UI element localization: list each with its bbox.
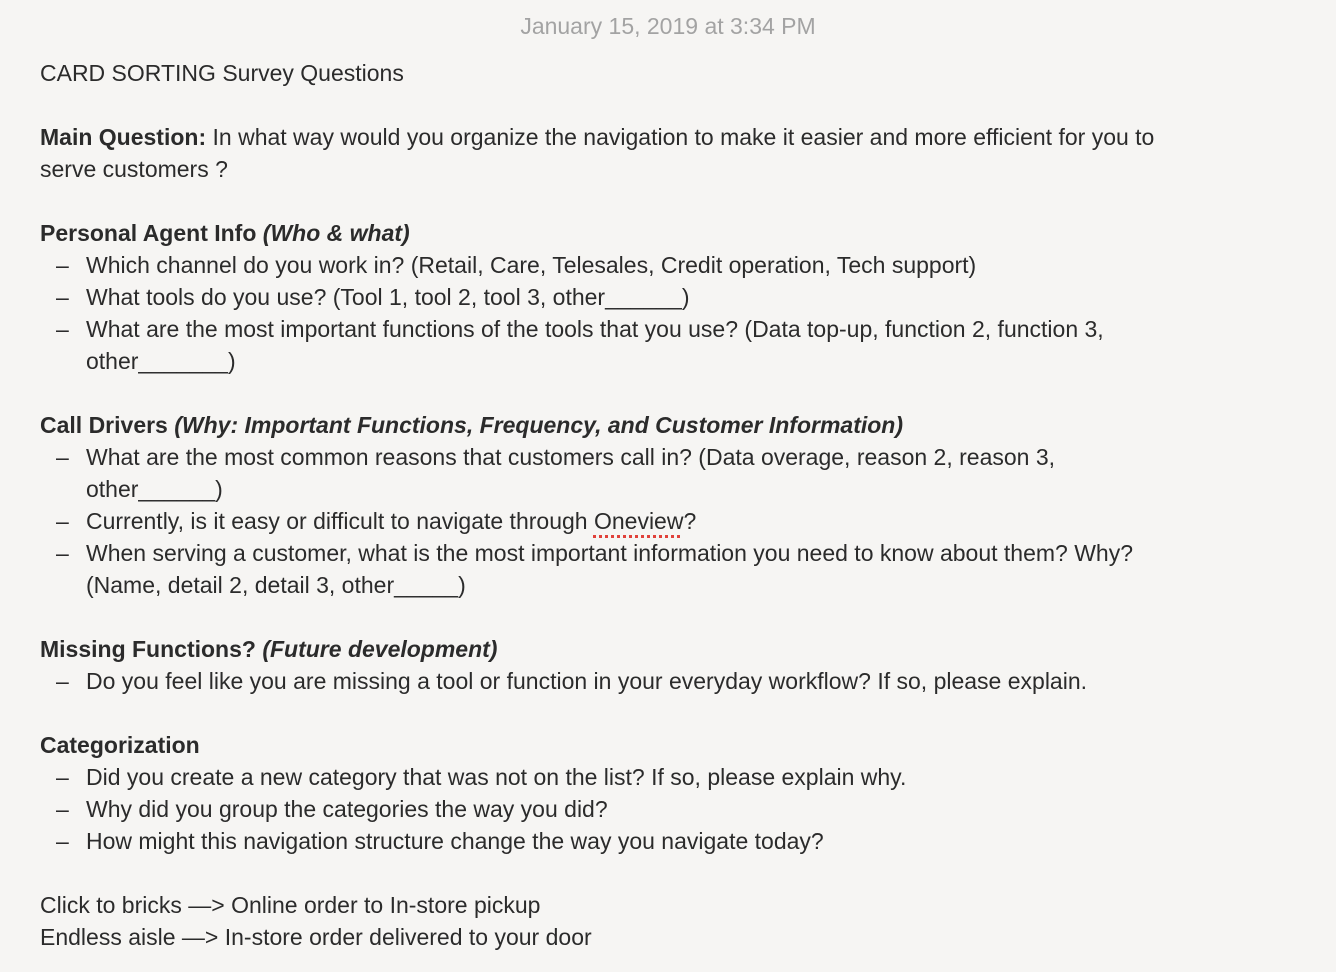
section-heading-personal-agent-info — [40, 217, 1330, 249]
list-item-text: What tools do you use? (Tool 1, tool 2, tool 3, other______) — [86, 284, 690, 310]
dash-bullet-icon: – — [56, 508, 69, 534]
heading-text: Personal Agent Info — [40, 220, 257, 246]
main-question — [40, 121, 1330, 153]
dash-bullet-icon: – — [56, 444, 69, 470]
list-item-text: What are the most common reasons that customers call in? (Data overage, reason 2, reason 3, — [86, 444, 1056, 470]
dash-bullet-icon: – — [56, 316, 69, 342]
list-item — [40, 313, 1330, 345]
list-item-text: Currently, is it easy or difficult to navigate through — [86, 508, 594, 534]
list-item — [40, 665, 1330, 697]
heading-text: Call Drivers — [40, 412, 168, 438]
list-item — [40, 281, 1330, 313]
list-item-text: How might this navigation structure change the way you navigate today? — [86, 828, 824, 854]
heading-subtext: (Who & what) — [262, 220, 410, 246]
footer-line: Endless aisle —> In-store order delivered to your door — [40, 924, 592, 950]
list-item — [40, 505, 1330, 537]
note-body[interactable] — [40, 57, 1330, 953]
list-item-cont: other______) — [86, 476, 223, 502]
main-question-label: Main Question: — [40, 124, 207, 150]
list-item — [40, 761, 1330, 793]
list-item-text: What are the most important functions of the tools that you use? (Data top-up, function 2, function 3, — [86, 316, 1104, 342]
section-heading-categorization: Categorization — [40, 732, 200, 758]
main-question-text: In what way would you organize the navigation to make it easier and more efficient for you to — [206, 124, 1155, 150]
list-item-text: Which channel do you work in? (Retail, Care, Telesales, Credit operation, Tech support) — [86, 252, 977, 278]
heading-subtext: (Why: Important Functions, Frequency, and Customer Information) — [174, 412, 904, 438]
list-item-text: When serving a customer, what is the most important information you need to know about them? Why? — [86, 540, 1134, 566]
list-item — [40, 825, 1330, 857]
dash-bullet-icon: – — [56, 796, 69, 822]
list-item — [40, 441, 1330, 473]
list-item-text: Why did you group the categories the way you did? — [86, 796, 608, 822]
misspelled-word[interactable]: Oneview — [593, 508, 684, 534]
dash-bullet-icon: – — [56, 252, 69, 278]
heading-subtext: (Future development) — [262, 636, 498, 662]
list-item — [40, 793, 1330, 825]
list-item-text: Did you create a new category that was not on the list? If so, please explain why. — [86, 764, 907, 790]
dash-bullet-icon: – — [56, 764, 69, 790]
dash-bullet-icon: – — [56, 668, 69, 694]
list-item — [40, 537, 1330, 569]
list-item — [40, 249, 1330, 281]
dash-bullet-icon: – — [56, 828, 69, 854]
list-item-cont: (Name, detail 2, detail 3, other_____) — [86, 572, 466, 598]
list-item-text: ? — [683, 508, 697, 534]
note-title: CARD SORTING Survey Questions — [40, 60, 404, 86]
dash-bullet-icon: – — [56, 284, 69, 310]
list-item-text: Do you feel like you are missing a tool or function in your everyday workflow? If so, please explain. — [86, 668, 1088, 694]
section-heading-call-drivers — [40, 409, 1330, 441]
dash-bullet-icon: – — [56, 540, 69, 566]
main-question-cont: serve customers ? — [40, 156, 228, 182]
heading-text: Missing Functions? — [40, 636, 256, 662]
note-date: January 15, 2019 at 3:34 PM — [520, 13, 816, 39]
section-heading-missing-functions — [40, 633, 1330, 665]
footer-line: Click to bricks —> Online order to In-store pickup — [40, 892, 541, 918]
list-item-cont: other_______) — [86, 348, 236, 374]
